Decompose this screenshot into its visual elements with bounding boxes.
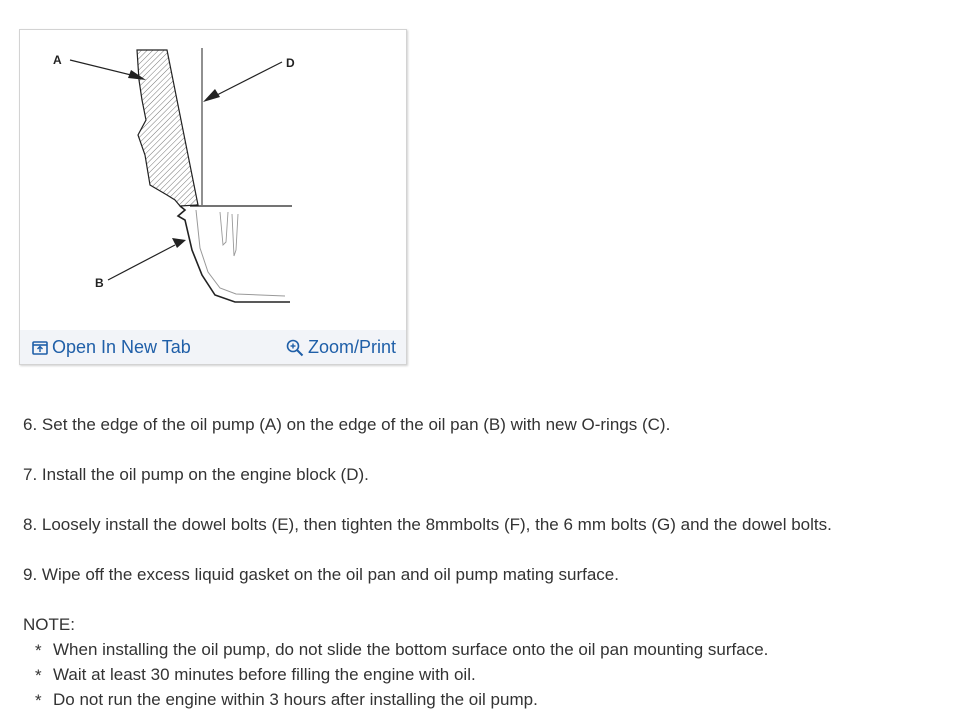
note-item-text: Wait at least 30 minutes before filling the engine with oil. <box>53 665 476 684</box>
note-item <box>35 664 963 686</box>
oil-pan-rib <box>220 212 238 256</box>
step-9: 9. Wipe off the excess liquid gasket on the oil pan and oil pump mating surface. <box>23 565 619 584</box>
zoom-print-link[interactable] <box>286 337 396 358</box>
zoom-print-label: Zoom/Print <box>308 337 397 357</box>
note-label: NOTE: <box>23 615 75 634</box>
figure-card <box>19 29 407 365</box>
step-8: 8. Loosely install the dowel bolts (E), then tighten the 8mmbolts (F), the 6 mm bolts (G) and the dowel bolts. <box>23 515 832 534</box>
oil-pump-body <box>137 50 198 206</box>
label-a: A <box>53 53 62 67</box>
step-7: 7. Install the oil pump on the engine block (D). <box>23 465 369 484</box>
note-bullet: * <box>35 641 42 660</box>
label-b: B <box>95 276 104 290</box>
note-bullet: * <box>35 691 42 710</box>
note-list <box>23 639 963 711</box>
leader-b <box>108 245 175 280</box>
leader-a <box>70 60 135 76</box>
note-bullet: * <box>35 666 42 685</box>
zoom-in-icon <box>286 339 304 357</box>
open-new-tab-icon <box>32 341 48 355</box>
oil-pan-inner <box>196 210 285 296</box>
label-d: D <box>286 56 295 70</box>
note-item <box>35 689 963 711</box>
note-item-text: When installing the oil pump, do not slide the bottom surface onto the oil pan mounting surface. <box>53 640 769 659</box>
arrowhead-d <box>203 89 220 102</box>
note-item <box>35 639 963 661</box>
open-in-new-tab-label: Open In New Tab <box>52 337 191 357</box>
figure-action-bar <box>20 330 406 364</box>
open-in-new-tab-link[interactable] <box>32 337 191 358</box>
instruction-content <box>23 414 963 714</box>
note-item-text: Do not run the engine within 3 hours after installing the oil pump. <box>53 690 538 709</box>
arrowhead-b <box>172 238 186 248</box>
step-6: 6. Set the edge of the oil pump (A) on the edge of the oil pan (B) with new O-rings (C). <box>23 415 671 434</box>
oil-pump-diagram <box>20 30 406 330</box>
leader-d <box>215 62 282 96</box>
